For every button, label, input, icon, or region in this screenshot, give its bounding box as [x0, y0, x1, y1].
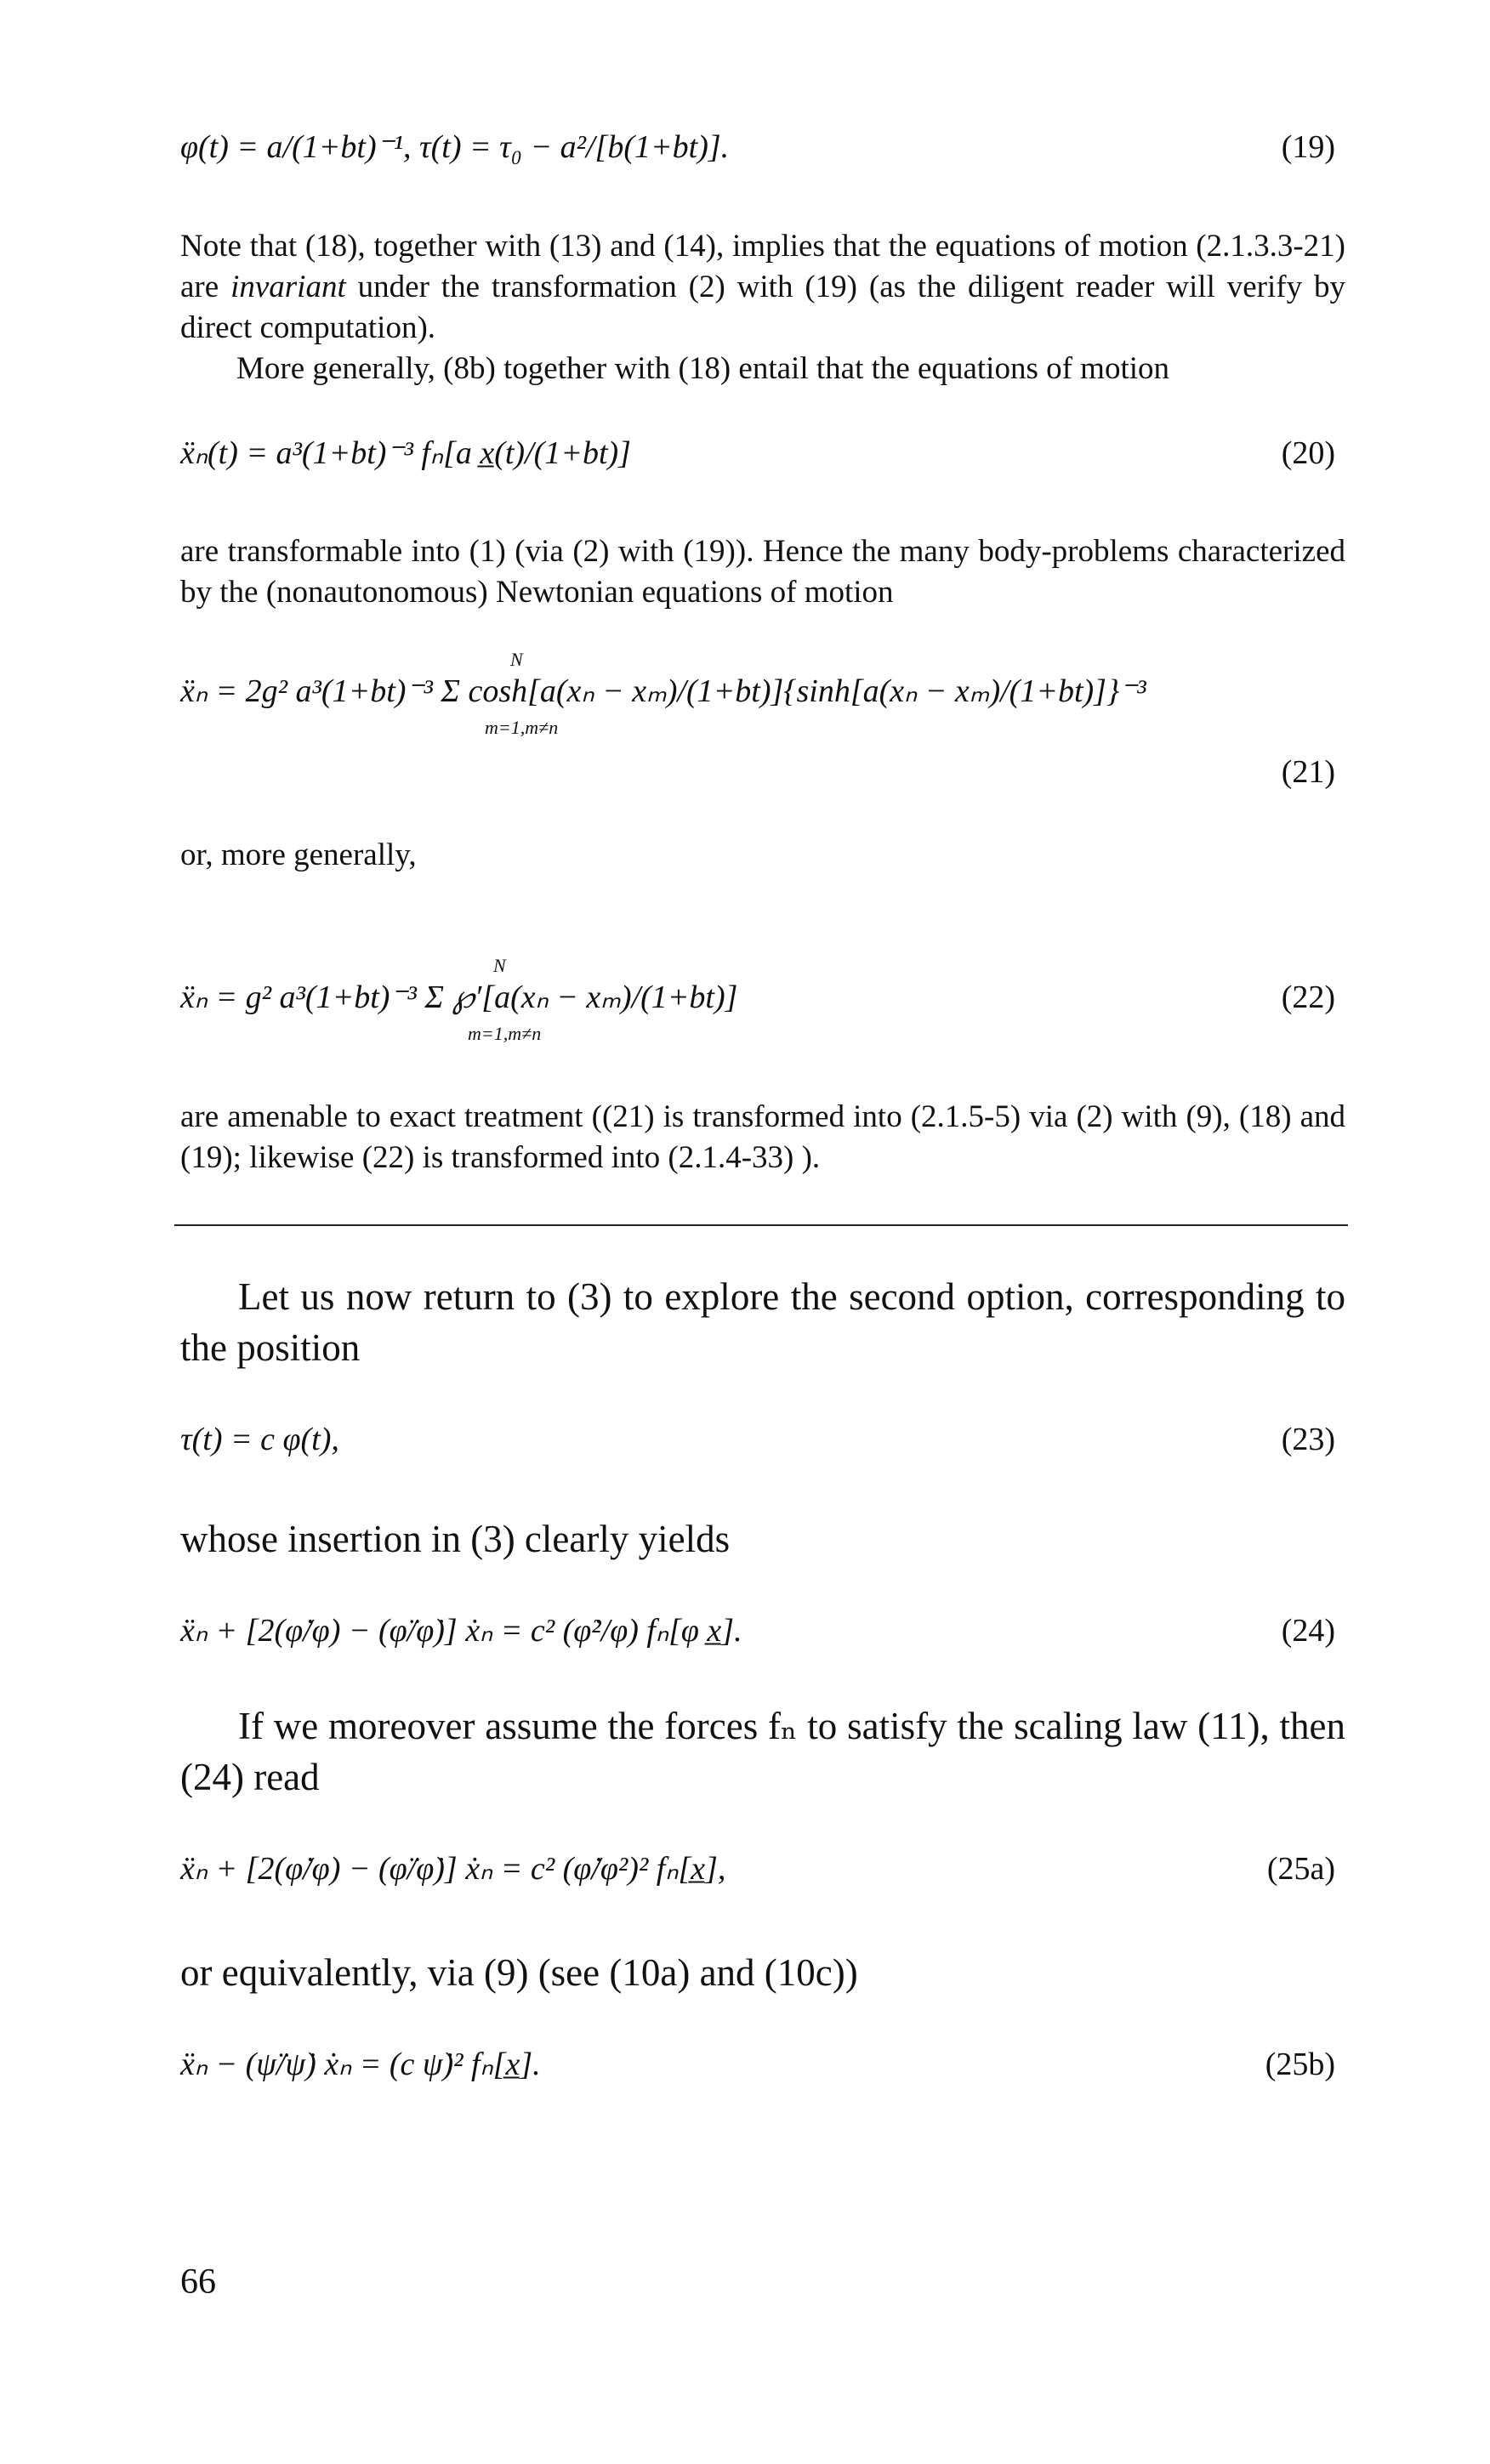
- paragraph-scaling-law: If we moreover assume the forces fₙ to satisfy the scaling law (11), then (24) read: [180, 1705, 1345, 1798]
- equation-25a-number: (25a): [1266, 1851, 1335, 1887]
- emphasis-invariant: invariant: [230, 270, 346, 304]
- equation-23-body: τ(t) = c φ(t),: [180, 1422, 339, 1457]
- equation-21-body: ẍₙ = 2g² a³(1+bt)⁻³ Σ cosh[a(xₙ − xₘ)/(1+bt)]{sinh[a(xₙ − xₘ)/(1+bt)]}⁻³: [180, 673, 1146, 709]
- equation-22-lower-limit: m=1,m≠n: [468, 1023, 542, 1044]
- paragraph-invariance: [180, 226, 1345, 349]
- equation-20: [180, 434, 1335, 474]
- equation-23-number: (23): [1281, 1422, 1335, 1457]
- paragraph-exact-treatment: are amenable to exact treatment ((21) is transformed into (2.1.5-5) via (2) with (9), (18) and (19); likewise (22) is transformed into (2.1.4-33) ).: [180, 1099, 1345, 1175]
- paragraph-transformable: are transformable into (1) (via (2) with (19)). Hence the many body-problems characterized by the (nonautonomous) Newtonian equations of motion: [180, 534, 1345, 610]
- equation-25b-body: ẍₙ − (ψ̈/ψ̇) ẋₙ = (c ψ̇)² fₙ[x̲].: [180, 2047, 541, 2082]
- paragraph-equivalently: or equivalently, via (9) (see (10a) and (10c)): [180, 1951, 858, 1994]
- equation-19-number: (19): [1281, 129, 1335, 165]
- paragraph-second-option: Let us now return to (3) to explore the second option, corresponding to the position: [180, 1275, 1345, 1369]
- equation-25b-number: (25b): [1265, 2047, 1335, 2082]
- equation-19-body: φ(t) = a/(1+bt)⁻¹, τ(t) = τ₀ − a²/[b(1+bt)].: [180, 129, 730, 165]
- equation-24: [180, 1611, 1335, 1652]
- equation-20-body: ẍₙ(t) = a³(1+bt)⁻³ fₙ[a x̲(t)/(1+bt)]: [180, 435, 631, 471]
- paragraph-more-generally-2: or, more generally,: [180, 837, 417, 872]
- equation-21-lower-limit: m=1,m≠n: [485, 717, 559, 738]
- equation-25a: [180, 1849, 1335, 1890]
- equation-22-number: (22): [1281, 979, 1335, 1015]
- paragraph-insertion: whose insertion in (3) clearly yields: [180, 1518, 731, 1560]
- paragraph-invariance-text-1: Note that (18), together with (13) and (14), implies that the equations of motion (2.1.3.3-21) are: [180, 229, 1345, 304]
- equation-21: [180, 649, 1335, 738]
- equation-25b: [180, 2045, 1335, 2086]
- equation-24-number: (24): [1281, 1613, 1335, 1649]
- paragraph-more-generally: More generally, (8b) together with (18) entail that the equations of motion: [236, 351, 1170, 386]
- paragraph-invariance-text-2: under the transformation (2) with (19) (as the diligent reader will verify by direct computation).: [180, 270, 1345, 345]
- equation-19: [180, 128, 1335, 168]
- equation-22-upper-limit: N: [493, 955, 506, 976]
- equation-24-body: ẍₙ + [2(φ̇/φ) − (φ̈/φ̇)] ẋₙ = c² (φ̇²/φ) fₙ[φ x̲].: [180, 1613, 742, 1649]
- equation-22: [180, 955, 1335, 1044]
- equation-21-upper-limit: N: [510, 649, 523, 670]
- equation-20-number: (20): [1281, 435, 1335, 471]
- page-number: 66: [180, 2262, 216, 2302]
- equation-22-body: ẍₙ = g² a³(1+bt)⁻³ Σ ℘′[a(xₙ − xₘ)/(1+bt)]: [180, 979, 738, 1015]
- equation-21-number: (21): [1281, 754, 1335, 790]
- section-divider: [174, 1224, 1348, 1226]
- equation-25a-body: ẍₙ + [2(φ̇/φ) − (φ̈/φ̇)] ẋₙ = c² (φ̇/φ²)² fₙ[x̲],: [180, 1851, 726, 1887]
- equation-23: [180, 1420, 1335, 1461]
